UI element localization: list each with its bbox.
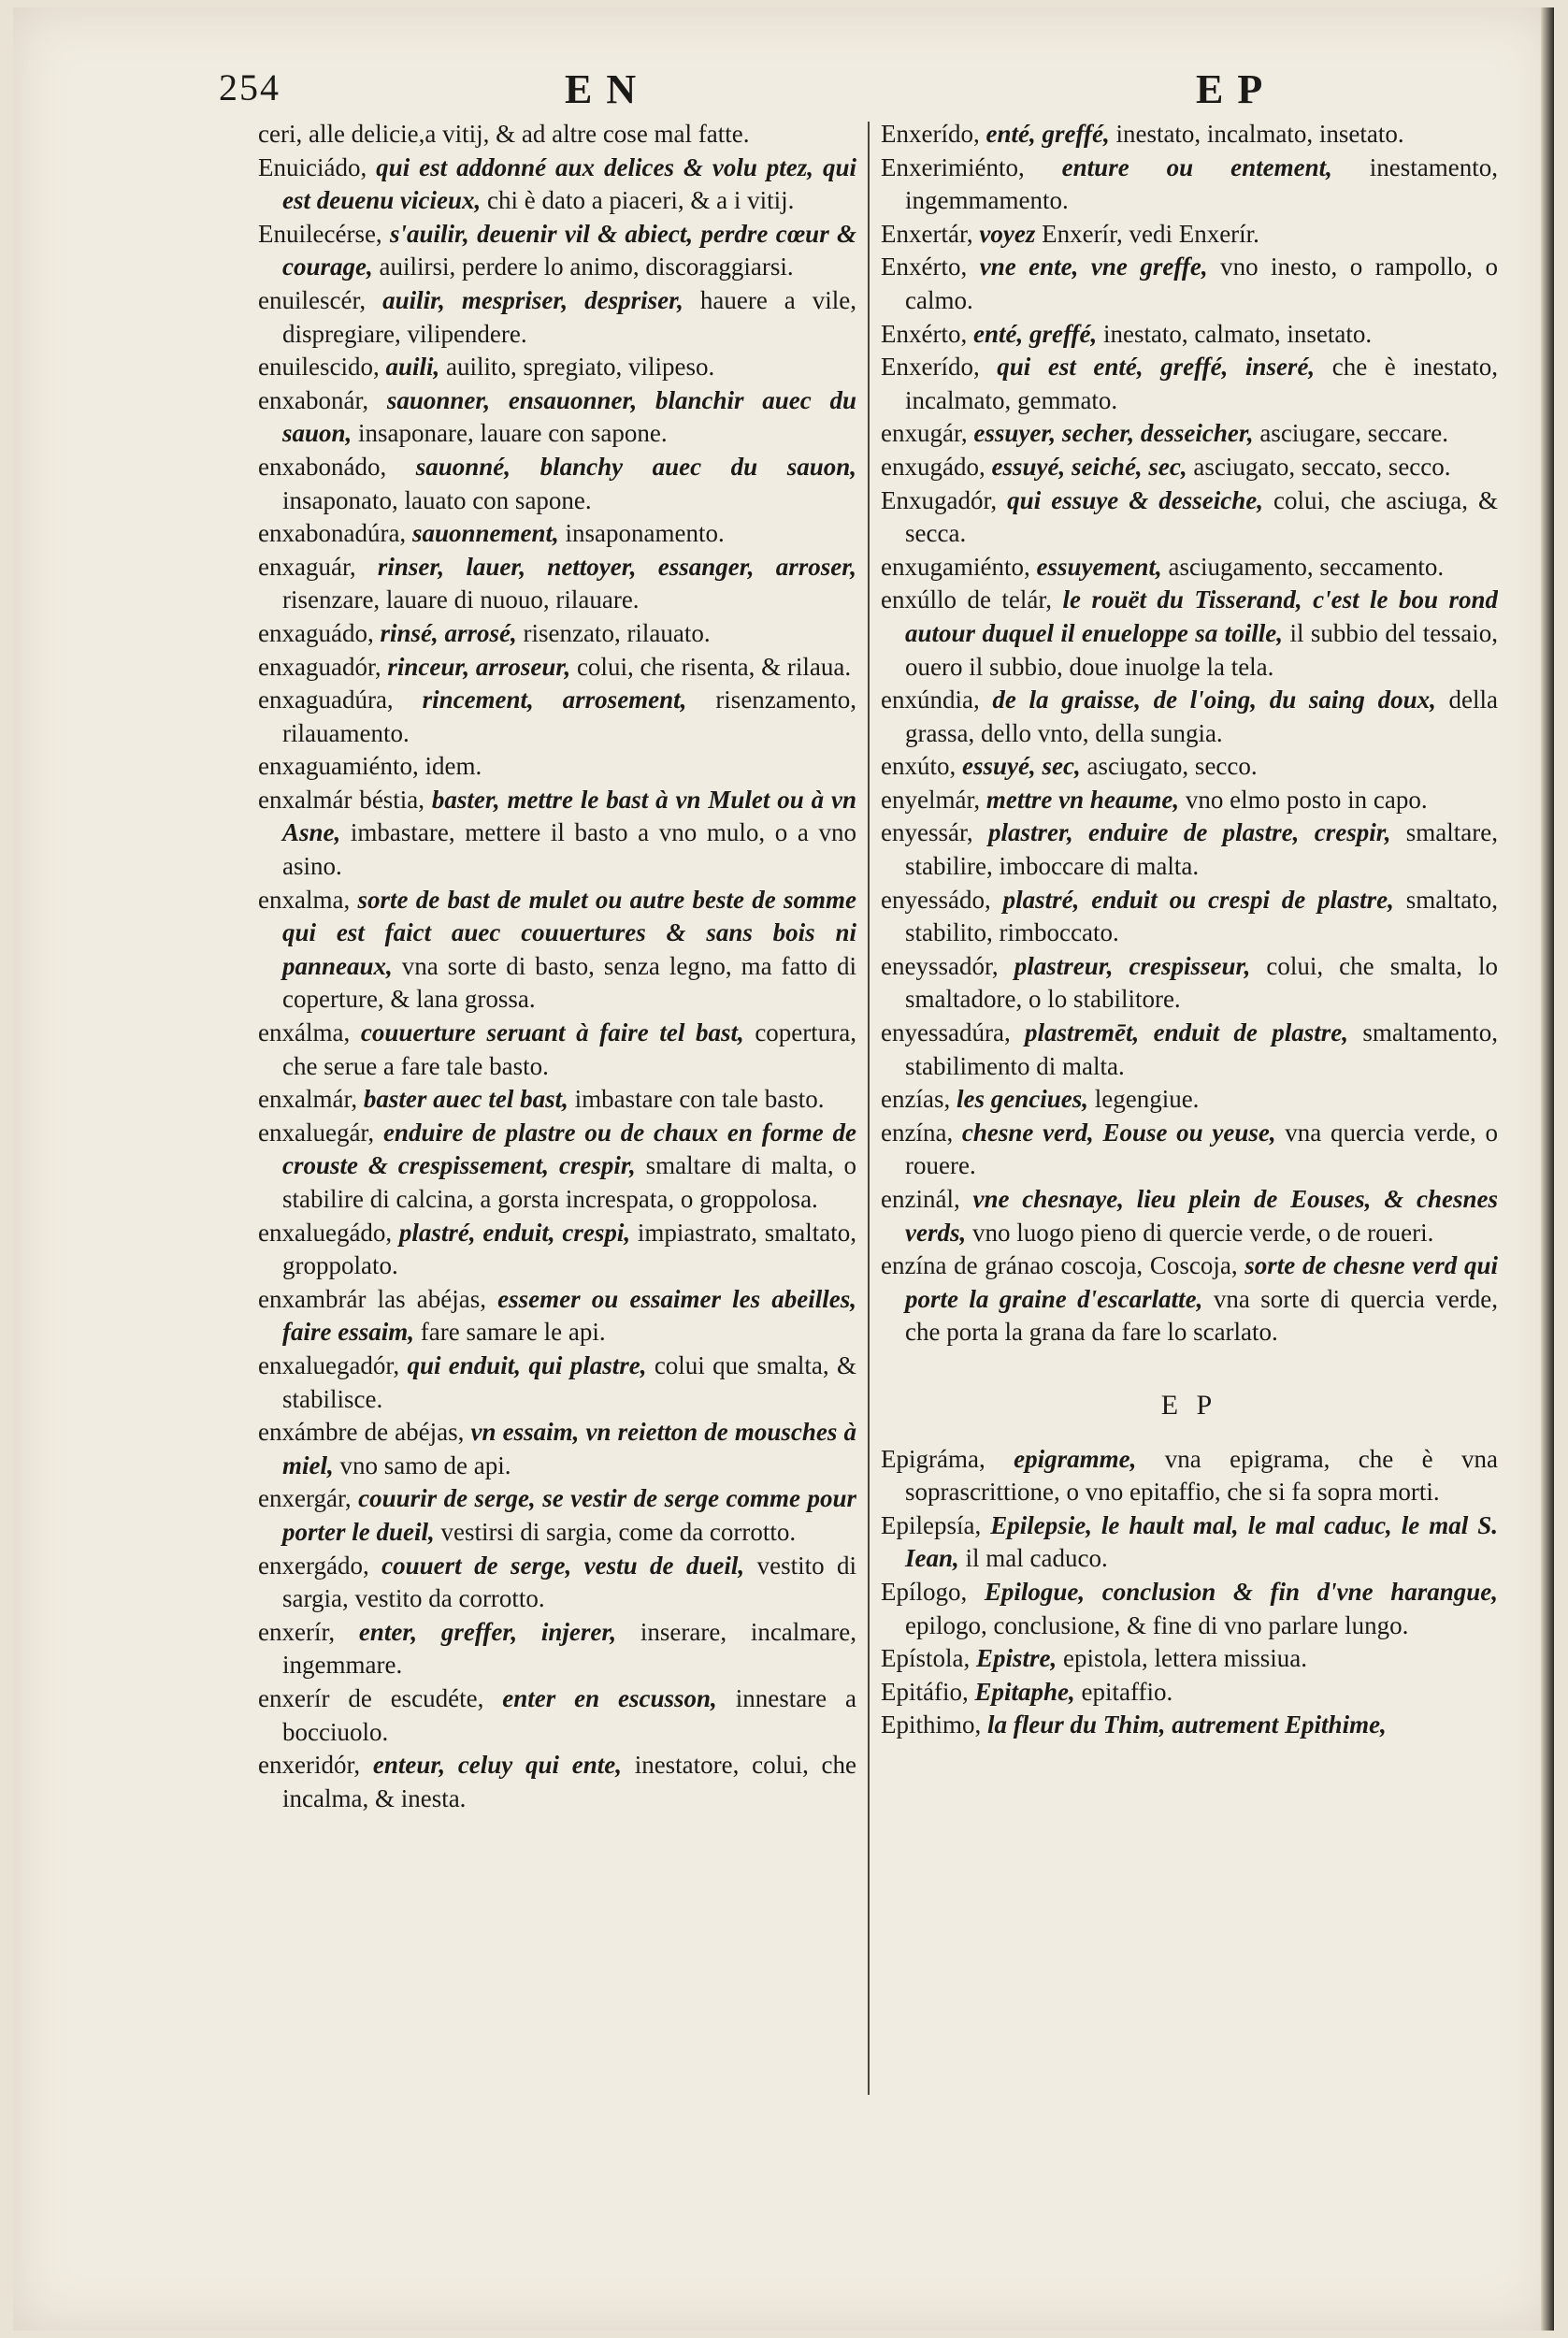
entry-italian-gloss: smaltare, stabilire, imboccare di malta. — [905, 818, 1498, 881]
entry-french-gloss: qui enduit, qui plastre, — [407, 1350, 647, 1379]
entry-italian-gloss: vna quercia verde, o rouere. — [905, 1118, 1498, 1180]
dictionary-entry — [258, 351, 856, 384]
dictionary-entry — [881, 584, 1498, 684]
entry-headword: enzína, — [881, 1118, 954, 1147]
entry-italian-gloss: colui, che asciuga, & secca. — [905, 485, 1498, 548]
entry-italian-gloss: ceri, alle delicie,a vitij, & ad altre cose mal fatte. — [258, 120, 750, 148]
entry-italian-gloss: insaponato, lauato con sapone. — [282, 485, 592, 514]
entry-italian-gloss: vno elmo posto in capo. — [1185, 785, 1428, 814]
dictionary-entry — [881, 318, 1498, 352]
entry-headword: enxeridór, — [258, 1751, 361, 1780]
entry-headword: enxalmár béstia, — [258, 785, 425, 814]
entry-italian-gloss: colui, che smalta, lo smaltadore, o lo stabilitore. — [905, 951, 1498, 1014]
entry-headword: enzína de gránao coscoja, Coscoja, — [881, 1251, 1238, 1280]
entry-headword: Enxérto, — [881, 319, 968, 348]
dictionary-entry — [881, 251, 1498, 317]
entry-french-gloss: enteur, celuy qui ente, — [372, 1751, 622, 1780]
dictionary-entry — [881, 152, 1498, 218]
entry-italian-gloss: smaltamento, stabilimento di malta. — [905, 1018, 1498, 1080]
entry-headword: enxaguadór, — [258, 652, 381, 681]
dictionary-entry — [258, 1217, 856, 1283]
dictionary-entry — [258, 118, 856, 152]
entry-french-gloss: enté, greffé, — [985, 120, 1110, 148]
entry-french-gloss: Epilepsie, le hault mal, le mal caduc, le mal S. Iean, — [905, 1510, 1498, 1573]
entry-french-gloss: plastremēt, enduit de plastre, — [1025, 1018, 1348, 1047]
entry-french-gloss: s'auilir, deuenir vil & abiect, perdre cœur & courage, — [282, 219, 856, 281]
entry-headword: Enuiciádo, — [258, 152, 367, 181]
entry-french-gloss: sauonnement, — [411, 519, 559, 548]
entry-headword: Epílogo, — [881, 1577, 968, 1606]
entry-headword: enxaguamiénto, — [258, 752, 419, 781]
entry-italian-gloss: impiastrato, smaltato, groppolato. — [282, 1218, 856, 1280]
entry-french-gloss: vne ente, vne greffe, — [979, 253, 1208, 281]
dictionary-entry — [881, 351, 1498, 417]
dictionary-entry — [881, 1642, 1498, 1676]
entry-headword: enyessár, — [881, 818, 973, 847]
entry-french-gloss: enter en escusson, — [502, 1683, 717, 1712]
dictionary-entry — [258, 218, 856, 284]
section-heading: E P — [1160, 1389, 1218, 1421]
dictionary-entry — [881, 1509, 1498, 1576]
entry-headword: Epilepsía, — [881, 1510, 982, 1539]
entry-italian-gloss: risenzare, lauare di nuouo, rilauare. — [282, 585, 640, 614]
entry-french-gloss: de la graisse, de l'oing, du saing doux, — [992, 686, 1436, 714]
entry-headword: enzías, — [881, 1085, 951, 1114]
entry-headword: enxabonár, — [258, 385, 369, 414]
dictionary-entry — [258, 551, 856, 617]
entry-headword: enxabonádo, — [258, 452, 387, 481]
entry-headword: enxaluegádo, — [258, 1218, 393, 1247]
entry-headword: enuilescido, — [258, 353, 380, 382]
running-head-left: E N — [565, 66, 639, 112]
entry-french-gloss: enture ou entement, — [1061, 152, 1332, 181]
dictionary-entry — [881, 551, 1498, 584]
entry-french-gloss: enter, greffer, injerer, — [358, 1617, 617, 1646]
entry-headword: enxerír de escudéte, — [258, 1683, 484, 1712]
entry-french-gloss: essuyement, — [1036, 552, 1162, 581]
entry-italian-gloss: insaponamento. — [565, 519, 725, 548]
entry-french-gloss: qui est enté, greffé, inseré, — [997, 353, 1316, 382]
entry-headword: Enxérto, — [881, 253, 968, 281]
dictionary-entry — [258, 1083, 856, 1117]
dictionary-entry — [258, 1616, 856, 1682]
entry-headword: enxugádo, — [881, 452, 985, 481]
entry-headword: enxergár, — [258, 1484, 352, 1513]
entry-french-gloss: epigramme, — [1014, 1444, 1137, 1473]
entry-french-gloss: essuyer, secher, desseicher, — [973, 419, 1254, 448]
entry-italian-gloss: vestirsi di sargia, come da corrotto. — [440, 1517, 797, 1546]
dictionary-entry — [881, 784, 1498, 817]
entry-italian-gloss: asciugato, seccato, secco. — [1193, 452, 1451, 481]
entry-italian-gloss: chi è dato a piaceri, & a i vitij. — [486, 186, 795, 215]
dictionary-entry — [258, 1682, 856, 1749]
dictionary-entry — [881, 816, 1498, 883]
book-spine-shadow — [1541, 7, 1554, 2331]
entry-italian-gloss: inserare, incalmare, ingemmare. — [282, 1617, 856, 1680]
entry-italian-gloss: il subbio del tessaio, ouero il subbio, doue inuolge la tela. — [905, 618, 1498, 681]
entry-italian-gloss: copertura, che serue a fare tale basto. — [282, 1018, 856, 1080]
entry-french-gloss: rincement, arrosement, — [422, 686, 687, 714]
dictionary-entry — [881, 1249, 1498, 1349]
entry-headword: Enxugadór, — [881, 485, 998, 514]
entry-headword: enxaguadúra, — [258, 686, 394, 714]
entry-headword: enxabonadúra, — [258, 519, 407, 548]
dictionary-entry — [881, 1117, 1498, 1183]
entry-headword: Enxerimiénto, — [881, 152, 1025, 181]
entry-french-gloss: voyez — [979, 219, 1036, 248]
entry-italian-gloss: vna sorte di quercia verde, che porta la grana da fare lo scarlato. — [905, 1284, 1498, 1347]
entry-headword: enxaguár, — [258, 552, 356, 581]
entry-french-gloss: plastrer, enduire de plastre, crespir, — [987, 818, 1391, 847]
dictionary-entry — [258, 1283, 856, 1349]
entry-headword: eneyssadór, — [881, 951, 999, 980]
entry-italian-gloss: asciugato, secco. — [1086, 752, 1258, 781]
dictionary-entry — [258, 884, 856, 1017]
entry-headword: enxerír, — [258, 1617, 336, 1646]
entry-italian-gloss: vno inesto, o rampollo, o calmo. — [905, 253, 1498, 314]
entry-italian-gloss: inestato, calmato, insetato. — [1102, 319, 1373, 348]
entry-french-gloss: sauonner, ensauonner, blanchir auec du sauon, — [282, 385, 856, 448]
entry-italian-gloss: asciugamento, seccamento. — [1168, 552, 1445, 581]
entry-headword: enuilescér, — [258, 285, 367, 314]
dictionary-entry — [258, 152, 856, 218]
entry-headword: enxambrár las abéjas, — [258, 1284, 486, 1313]
entry-italian-gloss: idem. — [424, 752, 482, 781]
dictionary-entry — [258, 784, 856, 884]
entry-italian-gloss: vna epigrama, che è vna soprascrittione, o vno epitaffio, che si fa sopra morti. — [905, 1444, 1498, 1507]
dictionary-entry — [258, 284, 856, 351]
entry-headword: Epístola, — [881, 1644, 971, 1673]
entry-french-gloss: auilir, mespriser, despriser, — [382, 285, 683, 314]
entry-italian-gloss: smaltare di malta, o stabilire di calcina, a gorsta increspata, o groppolosa. — [282, 1151, 856, 1213]
entry-italian-gloss: vestito di sargia, vestito da corrotto. — [282, 1551, 856, 1613]
dictionary-entry — [258, 684, 856, 750]
dictionary-entry — [881, 884, 1498, 950]
entry-headword: enxaguádo, — [258, 618, 374, 647]
dictionary-entry — [881, 1709, 1498, 1742]
dictionary-entry — [881, 451, 1498, 484]
entry-french-gloss: baster auec tel bast, — [363, 1085, 568, 1114]
entry-headword: Enxertár, — [881, 219, 973, 248]
entry-headword: Epithimo, — [881, 1710, 982, 1739]
entry-italian-gloss: inestatore, colui, che incalma, & inesta. — [282, 1751, 856, 1812]
entry-headword: enxámbre de abéjas, — [258, 1418, 465, 1447]
dictionary-entry — [258, 517, 856, 551]
entry-french-gloss: chesne verd, Eouse ou yeuse, — [961, 1118, 1276, 1147]
dictionary-entry — [258, 1117, 856, 1217]
entry-french-gloss: rinceur, arroseur, — [387, 652, 571, 681]
dictionary-entry — [881, 684, 1498, 750]
entry-italian-gloss: epitaffio. — [1081, 1677, 1173, 1706]
entry-french-gloss: rinser, lauer, nettoyer, essanger, arroser, — [377, 552, 856, 581]
dictionary-entry — [881, 950, 1498, 1017]
left-column — [258, 118, 856, 2331]
entry-italian-gloss: inestato, incalmato, insetato. — [1115, 120, 1404, 148]
dictionary-page — [13, 7, 1554, 2331]
entry-italian-gloss: risenzamento, rilauamento. — [282, 686, 856, 747]
entry-italian-gloss: insaponare, lauare con sapone. — [358, 419, 668, 448]
entry-headword: enxugár, — [881, 419, 968, 448]
entry-french-gloss: vn essaim, vn reietton de mousches à miel, — [282, 1418, 856, 1479]
entry-french-gloss: Epitaphe, — [974, 1677, 1075, 1706]
dictionary-entry — [881, 1576, 1498, 1642]
entry-italian-gloss: inestamento, ingemmamento. — [905, 152, 1498, 215]
dictionary-entry — [881, 750, 1498, 784]
entry-italian-gloss: imbastare, mettere il basto a vno mulo, o a vno asino. — [282, 818, 856, 881]
dictionary-entry — [258, 1482, 856, 1549]
entry-french-gloss: couurir de serge, se vestir de serge comme pour porter le dueil, — [282, 1484, 856, 1546]
entry-italian-gloss: epilogo, conclusione, & fine di vno parlare lungo. — [905, 1610, 1409, 1639]
dictionary-entry — [258, 651, 856, 685]
entry-french-gloss: vne chesnaye, lieu plein de Eouses, & chesnes verds, — [905, 1185, 1498, 1247]
entry-headword: enxugamiénto, — [881, 552, 1030, 581]
entry-headword: enxaluegár, — [258, 1118, 375, 1147]
dictionary-entry — [881, 1017, 1498, 1083]
entry-italian-gloss: vna sorte di basto, senza legno, ma fatto di coperture, & lana grossa. — [282, 951, 856, 1014]
entry-french-gloss: qui est addonné aux delices & volu ptez, qui est deuenu vicieux, — [282, 152, 856, 215]
entry-french-gloss: essuyé, seiché, sec, — [991, 452, 1187, 481]
entry-french-gloss: rinsé, arrosé, — [380, 618, 517, 647]
dictionary-entry — [881, 118, 1498, 152]
page-number: 254 — [219, 66, 281, 108]
dictionary-entry — [258, 1017, 856, 1083]
dictionary-entry — [258, 1749, 856, 1815]
entry-italian-gloss: fare samare le api. — [420, 1318, 606, 1347]
entry-french-gloss: sauonné, blanchy auec du sauon, — [415, 452, 856, 481]
running-head-right: E P — [1196, 66, 1265, 112]
entry-headword: Epigráma, — [881, 1444, 985, 1473]
dictionary-entry — [881, 1676, 1498, 1710]
dictionary-entry — [258, 750, 856, 784]
entry-french-gloss: essemer ou essaimer les abeilles, faire essaim, — [282, 1284, 856, 1347]
entry-italian-gloss: della grassa, dello vnto, della sungia. — [905, 686, 1498, 747]
dictionary-entry — [881, 417, 1498, 451]
entry-french-gloss: Epilogue, conclusion & fin d'vne harangue, — [984, 1577, 1498, 1606]
entry-italian-gloss: legengiue. — [1094, 1085, 1200, 1114]
entry-headword: enyessadúra, — [881, 1018, 1011, 1047]
entry-french-gloss: essuyé, sec, — [962, 752, 1081, 781]
entry-italian-gloss: il mal caduco. — [965, 1544, 1108, 1573]
dictionary-entry — [881, 1183, 1498, 1249]
entry-french-gloss: mettre vn heaume, — [985, 785, 1180, 814]
entry-italian-gloss: che è inestato, incalmato, gemmato. — [905, 353, 1498, 414]
entry-headword: enxúllo de telár, — [881, 585, 1053, 614]
entry-french-gloss: sorte de bast de mulet ou autre beste de somme qui est faict auec couuertures & sans bois ni panneaux, — [282, 885, 856, 980]
entry-french-gloss: couuert de serge, vestu de dueil, — [381, 1551, 745, 1580]
dictionary-entry — [881, 484, 1498, 551]
entry-headword: enxálma, — [258, 1018, 351, 1047]
entry-french-gloss: plastreur, crespisseur, — [1014, 951, 1251, 980]
dictionary-entry — [258, 1550, 856, 1616]
entry-italian-gloss: risenzato, rilauato. — [523, 618, 711, 647]
column-divider — [868, 122, 870, 2095]
dictionary-entry — [881, 1443, 1498, 1509]
entry-headword: enxergádo, — [258, 1551, 369, 1580]
entry-headword: Enuilecérse, — [258, 219, 382, 248]
entry-italian-gloss: asciugare, seccare. — [1259, 419, 1448, 448]
entry-french-gloss: qui essuye & desseiche, — [1007, 485, 1263, 514]
entry-italian-gloss: auilito, spregiato, vilipeso. — [446, 353, 715, 382]
entry-italian-gloss: imbastare con tale basto. — [574, 1085, 825, 1114]
dictionary-entry — [258, 1349, 856, 1416]
right-column — [881, 118, 1498, 2331]
entry-headword: enyessádo, — [881, 885, 991, 914]
entry-italian-gloss: smaltato, stabilito, rimboccato. — [905, 885, 1498, 947]
entry-french-gloss: les genciues, — [956, 1085, 1088, 1114]
entry-italian-gloss: colui que smalta, & stabilisce. — [282, 1350, 856, 1413]
entry-italian-gloss: auilirsi, perdere lo animo, discoraggiarsi. — [379, 253, 794, 281]
dictionary-entry — [881, 218, 1498, 252]
entry-italian-gloss: epistola, lettera missiua. — [1063, 1644, 1307, 1673]
entry-headword: enyelmár, — [881, 785, 981, 814]
entry-headword: enxaluegadór, — [258, 1350, 400, 1379]
dictionary-entry — [258, 451, 856, 517]
entry-french-gloss: enduire de plastre ou de chaux en forme de crouste & crespissement, crespir, — [282, 1118, 856, 1180]
entry-headword: Epitáfio, — [881, 1677, 969, 1706]
entry-french-gloss: couuerture seruant à faire tel bast, — [360, 1018, 744, 1047]
entry-italian-gloss: colui, che risenta, & rilaua. — [576, 652, 852, 681]
entry-italian-gloss: hauere a vile, dispregiare, vilipendere. — [282, 285, 856, 348]
entry-headword: enzinál, — [881, 1185, 960, 1213]
entry-french-gloss: Epistre, — [976, 1644, 1057, 1673]
entry-headword: enxúndia, — [881, 686, 980, 714]
entry-french-gloss: baster, mettre le bast à vn Mulet ou à vn Asne, — [282, 785, 856, 847]
entry-french-gloss: plastré, enduit ou crespi de plastre, — [1002, 885, 1394, 914]
entry-headword: enxúto, — [881, 752, 957, 781]
entry-french-gloss: le rouët du Tisserand, c'est le bou rond autour duquel il enueloppe sa toille, — [905, 585, 1498, 647]
entry-french-gloss: sorte de chesne verd qui porte la graine d'escarlatte, — [905, 1251, 1498, 1313]
right-column-en-entries — [881, 118, 1498, 1349]
entry-french-gloss: plastré, enduit, crespi, — [398, 1218, 631, 1247]
entry-italian-gloss: vno luogo pieno di quercie verde, o de roueri. — [971, 1218, 1434, 1247]
dictionary-entry — [258, 384, 856, 451]
entry-french-gloss: enté, greffé, — [972, 319, 1098, 348]
entry-headword: enxalma, — [258, 885, 351, 914]
entry-headword: Enxerído, — [881, 353, 980, 382]
entry-italian-gloss: innestare a bocciuolo. — [282, 1683, 856, 1746]
dictionary-entry — [881, 1083, 1498, 1117]
entry-french-gloss: auili, — [385, 353, 440, 382]
right-column-ep-entries — [881, 1443, 1498, 1742]
entry-french-gloss: la fleur du Thim, autrement Epithime, — [987, 1710, 1387, 1739]
entry-italian-gloss: vno samo de api. — [339, 1450, 511, 1479]
dictionary-entry — [258, 1416, 856, 1482]
entry-headword: Enxerído, — [881, 120, 980, 148]
dictionary-entry — [258, 617, 856, 651]
entry-headword: enxalmár, — [258, 1085, 358, 1114]
entry-italian-gloss: Enxerír, vedi Enxerír. — [1042, 219, 1259, 248]
